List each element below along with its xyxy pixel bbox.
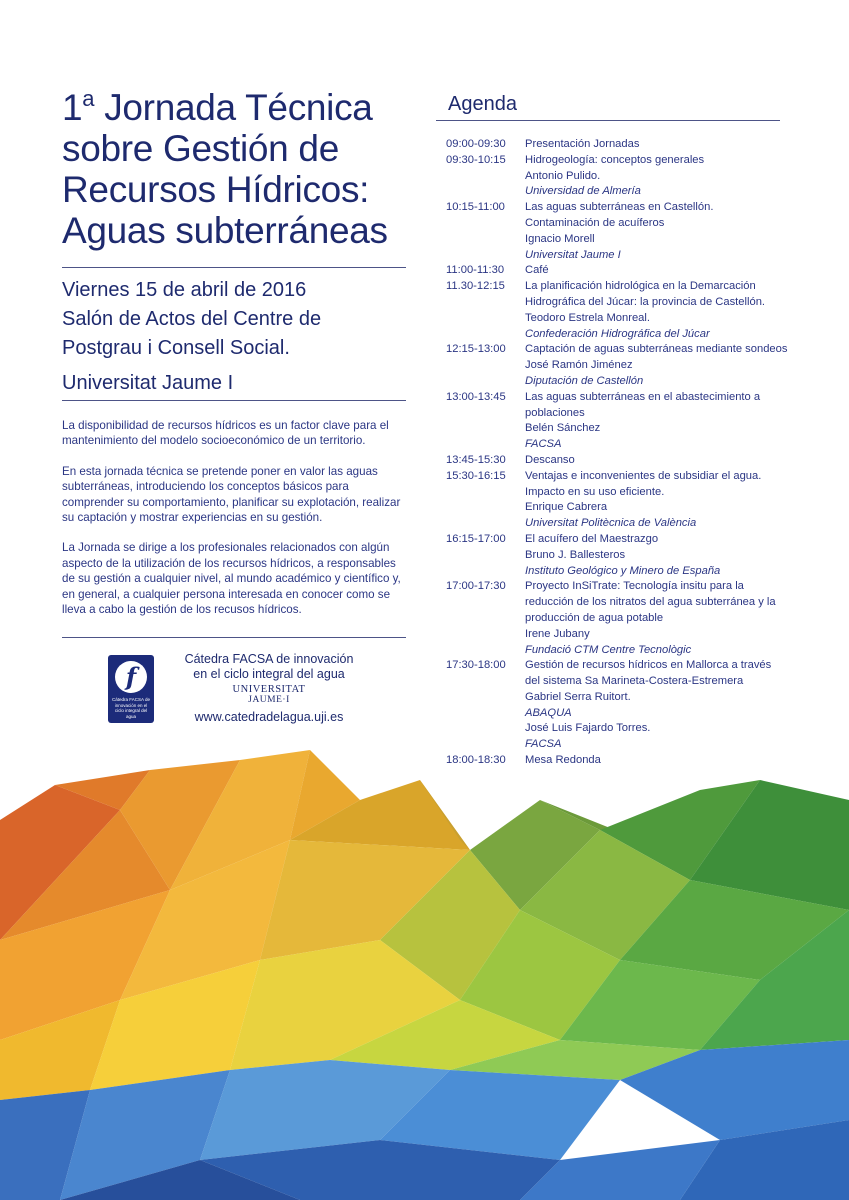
- agenda-item: [446, 658, 796, 753]
- agenda-title-line: Captación de aguas subterráneas mediante sondeos: [525, 343, 788, 356]
- agenda-item: [446, 453, 796, 469]
- agenda-organization: Fundació CTM Centre Tecnològic: [525, 643, 692, 656]
- agenda-item: [446, 469, 796, 532]
- agenda-item: [446, 279, 796, 342]
- agenda-title-line: Gestión de recursos hídricos en Mallorca a través: [525, 659, 772, 672]
- agenda-item-body: [525, 153, 796, 200]
- divider-title: [62, 267, 406, 268]
- agenda-speaker: José Luis Fajardo Torres.: [525, 722, 651, 735]
- agenda-item-body: [525, 532, 796, 579]
- agenda-time: 13:00-13:45: [446, 390, 506, 403]
- agenda-list: [446, 137, 796, 769]
- event-date: Viernes 15 de abril de 2016: [62, 279, 307, 301]
- agenda-organization: ABAQUA: [525, 706, 572, 719]
- title-line-2: sobre Gestión de: [62, 128, 339, 169]
- agenda-time: 13:45-15:30: [446, 453, 506, 466]
- agenda-time: 15:30-16:15: [446, 469, 506, 482]
- divider-intro: [62, 637, 406, 638]
- agenda-item-body: [525, 263, 796, 279]
- website-link[interactable]: www.catedradelagua.uji.es: [194, 710, 344, 724]
- catedra-text: [164, 652, 374, 725]
- agenda-organization: Universidad de Almería: [525, 185, 641, 198]
- intro-paragraph-1: La disponibilidad de recursos hídricos es un factor clave para el mantenimiento del modelo socioeconómico de un territorio.: [62, 419, 389, 448]
- agenda-speaker: José Ramón Jiménez: [525, 359, 633, 372]
- agenda-title-line: Ventajas e inconvenientes de subsidiar el agua.: [525, 469, 762, 482]
- agenda-title-line: El acuífero del Maestrazgo: [525, 532, 659, 545]
- agenda-item: [446, 342, 796, 389]
- agenda-title-line: Café: [525, 264, 549, 277]
- agenda-time: 10:15-11:00: [446, 201, 505, 214]
- agenda-time: 09:00-09:30: [446, 138, 506, 150]
- agenda-time: 16:15-17:00: [446, 532, 506, 545]
- agenda-heading: Agenda: [448, 93, 517, 115]
- facsa-logo: [108, 655, 154, 723]
- agenda-time: 12:15-13:00: [446, 343, 506, 356]
- agenda-item-body: [525, 137, 796, 153]
- intro-text: [62, 418, 402, 632]
- agenda-time: 11.30-12:15: [446, 280, 505, 293]
- agenda-title-line: Las aguas subterráneas en el abastecimiento a: [525, 390, 761, 403]
- intro-paragraph-2: En esta jornada técnica se pretende poner en valor las aguas subterráneas, introduciendo los conceptos básicos para comprender su comportamiento, planificar su explotación, realizar su captación y mostrar experiencias en su gestión.: [62, 464, 401, 525]
- agenda-item-body: [525, 279, 796, 342]
- agenda-speaker: Antonio Pulido.: [525, 169, 601, 182]
- agenda-title-line: poblaciones: [525, 406, 585, 419]
- agenda-item: [446, 390, 796, 453]
- agenda-item-body: [525, 390, 796, 453]
- title-line-3: Recursos Hídricos:: [62, 169, 370, 210]
- facsa-logo-letter: f: [115, 661, 147, 693]
- intro-paragraph-3: La Jornada se dirige a los profesionales relacionados con algún aspecto de la utilización de los recursos hídricos, a responsables de su gestión a cualquier nivel, al mundo académico y científico y, en general, a cualquier persona interesada en conocer como se lleva a cabo la gestión de los recusos hídricos.: [62, 541, 401, 617]
- catedra-name-line-1: Cátedra FACSA de innovación: [184, 652, 354, 666]
- agenda-speaker: Bruno J. Ballesteros: [525, 548, 626, 561]
- agenda-item-body: [525, 469, 796, 532]
- agenda-speaker: Belén Sánchez: [525, 422, 601, 435]
- agenda-title-line: Las aguas subterráneas en Castellón.: [525, 201, 714, 214]
- event-info: [62, 276, 402, 398]
- agenda-organization: FACSA: [525, 738, 562, 751]
- catedra-name-line-2: en el ciclo integral del agua: [193, 667, 345, 681]
- divider-agenda: [436, 120, 780, 121]
- title-number: 1: [62, 87, 83, 128]
- title-line-1: Jornada Técnica: [94, 87, 373, 128]
- university-logo-line-1: UNIVERSITAT: [232, 684, 306, 695]
- facsa-logo-text: Cátedra FACSA de innovación en el ciclo integral del agua: [111, 697, 151, 719]
- agenda-organization: Universitat Politècnica de València: [525, 517, 697, 530]
- agenda-title-line: Hidrogeología: conceptos generales: [525, 153, 705, 166]
- agenda-organization: Diputación de Castellón: [525, 374, 644, 387]
- agenda-item: [446, 153, 796, 200]
- agenda-item: [446, 532, 796, 579]
- agenda-item: [446, 200, 796, 263]
- agenda-time: 11:00-11:30: [446, 264, 505, 277]
- agenda-title-line: reducción de los nitratos del agua subterránea y la: [525, 596, 776, 609]
- agenda-organization: Universitat Jaume I: [525, 248, 621, 261]
- title-line-4: Aguas subterráneas: [62, 210, 388, 251]
- catedra-logo-block: [108, 652, 368, 724]
- divider-event: [62, 400, 406, 401]
- agenda-speaker: Teodoro Estrela Monreal.: [525, 311, 650, 324]
- agenda-title-line: La planificación hidrológica en la Demarcación: [525, 280, 756, 293]
- agenda-title-line: Presentación Jornadas: [525, 138, 640, 150]
- agenda-organization: Confederación Hidrográfica del Júcar: [525, 327, 710, 340]
- agenda-item: [446, 579, 796, 658]
- agenda-title-line: producción de agua potable: [525, 611, 664, 624]
- agenda-item-body: [525, 342, 796, 389]
- agenda-title-line: Proyecto InSiTrate: Tecnología insitu para la: [525, 580, 744, 593]
- event-university: Universitat Jaume I: [62, 372, 234, 394]
- agenda-item: [446, 137, 796, 153]
- agenda-item: [446, 263, 796, 279]
- agenda-time: 17:00-17:30: [446, 580, 506, 593]
- agenda-time: 17:30-18:00: [446, 659, 506, 672]
- agenda-item-body: [525, 579, 796, 658]
- agenda-speaker: Irene Jubany: [525, 627, 590, 640]
- agenda-time: 09:30-10:15: [446, 153, 506, 166]
- event-venue-line-1: Salón de Actos del Centre de: [62, 308, 322, 330]
- agenda-title-line: Mesa Redonda: [525, 754, 601, 767]
- page-title: [62, 78, 412, 251]
- university-logo-line-2: JAUME·I: [248, 695, 290, 705]
- event-venue-line-2: Postgrau i Consell Social.: [62, 337, 290, 359]
- agenda-title-line: Impacto en su uso eficiente.: [525, 485, 665, 498]
- agenda-item-body: [525, 658, 796, 753]
- agenda-speaker: Ignacio Morell: [525, 232, 595, 245]
- agenda-speaker: Enrique Cabrera: [525, 501, 608, 514]
- agenda-title-line: del sistema Sa Marineta-Costera-Estremera: [525, 675, 744, 688]
- agenda-item-body: [525, 453, 796, 469]
- agenda-item-body: [525, 200, 796, 263]
- agenda-time: 18:00-18:30: [446, 754, 506, 767]
- agenda-title-line: Descanso: [525, 453, 575, 466]
- agenda-title-line: Hidrográfica del Júcar: la provincia de Castellón.: [525, 295, 766, 308]
- agenda-speaker: Gabriel Serra Ruitort.: [525, 690, 631, 703]
- low-poly-landscape-illustration: [0, 740, 849, 1200]
- agenda-title-line: Contaminación de acuíferos: [525, 216, 665, 229]
- agenda-organization: Instituto Geológico y Minero de España: [525, 564, 721, 577]
- title-ordinal: a: [82, 86, 95, 111]
- agenda-organization: FACSA: [525, 438, 562, 451]
